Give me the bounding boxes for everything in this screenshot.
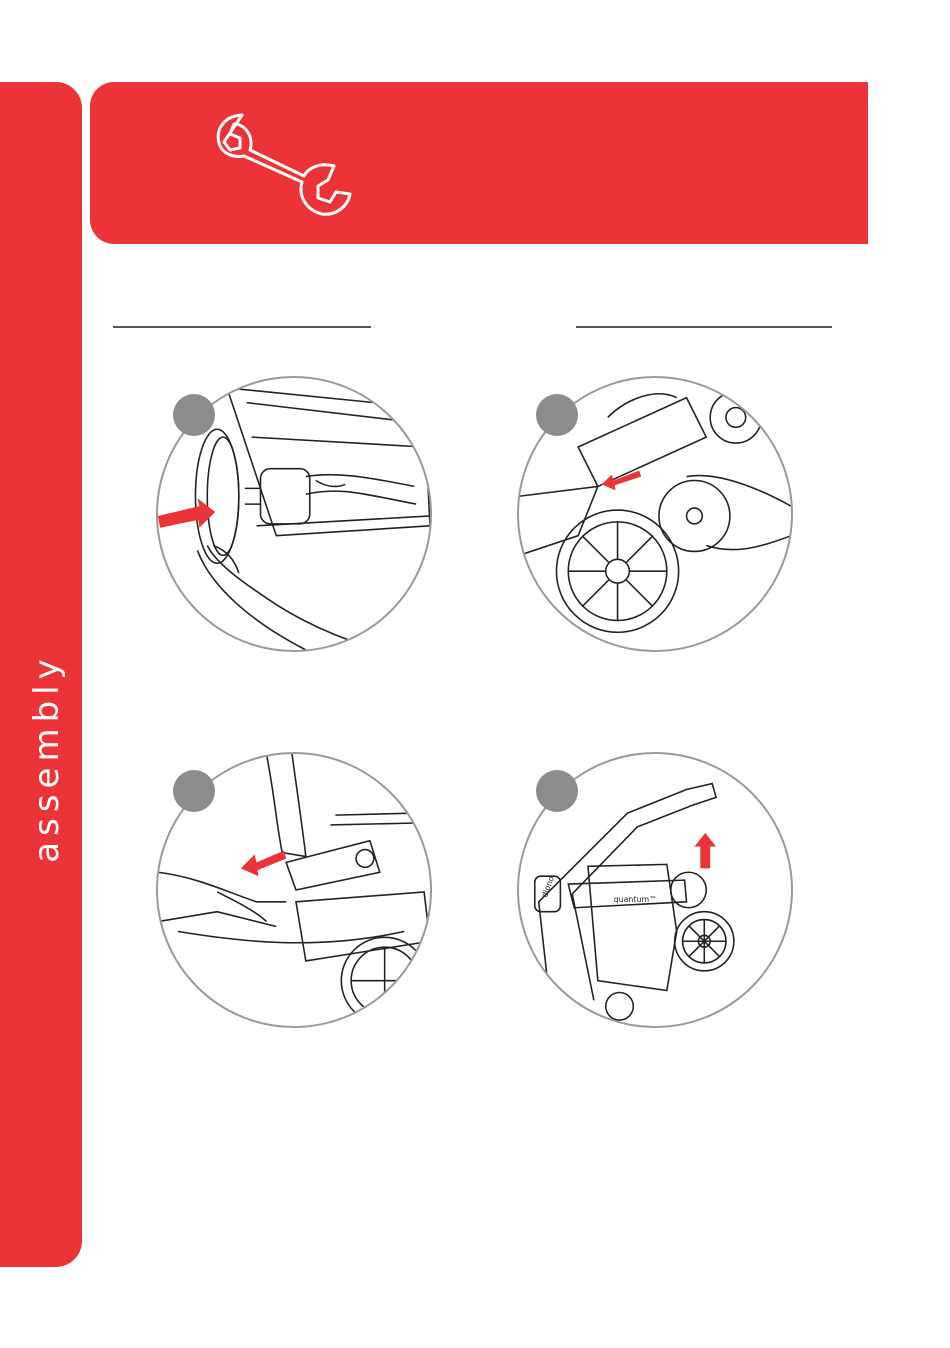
section-rule-right bbox=[576, 326, 832, 328]
header-band bbox=[90, 82, 868, 244]
side-tab bbox=[0, 82, 82, 1267]
section-rule-left bbox=[113, 326, 371, 328]
step-4-badge bbox=[536, 770, 578, 812]
side-tab-label: assembly bbox=[27, 653, 67, 863]
stroller-model-label: quantum™ bbox=[613, 894, 658, 904]
stroller-brand-label: diono bbox=[540, 874, 556, 899]
step-3-badge bbox=[173, 770, 215, 812]
step-2-badge bbox=[536, 394, 578, 436]
wrench-icon bbox=[210, 110, 360, 220]
step-1-badge bbox=[173, 394, 215, 436]
